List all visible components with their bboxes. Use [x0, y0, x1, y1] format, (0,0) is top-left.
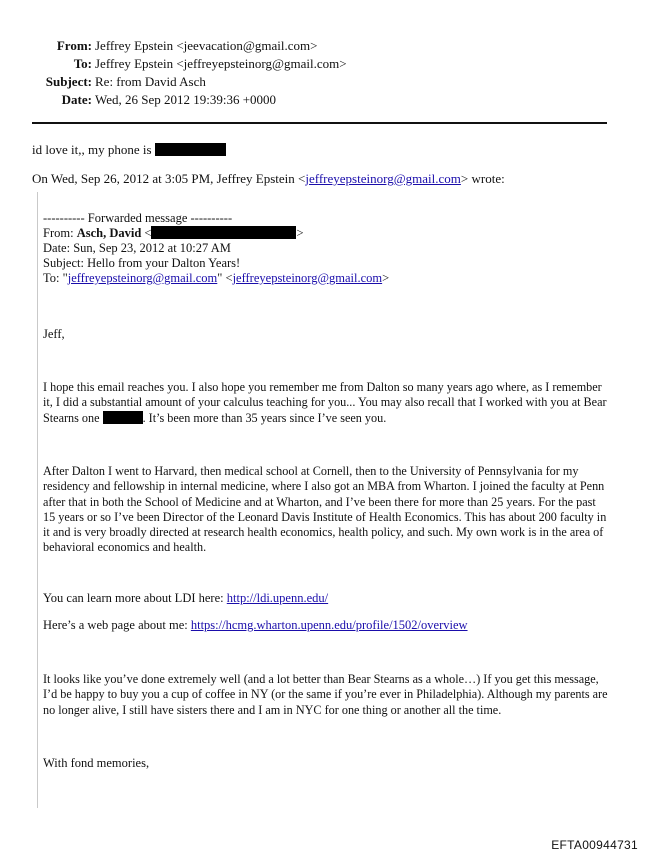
forwarded-to-link-2[interactable]: jeffreyepsteinorg@gmail.com — [232, 271, 383, 285]
paragraph-1-a: I hope this email reaches you. I also hope you remember me from Dalton so many years ago where, as I remember it, I did a substantial amount of your calculus teaching for you... You may also recall that I worked with you at Bear Stearns one — [43, 380, 607, 425]
quote-bar — [37, 192, 38, 808]
date-label: Date: — [61, 92, 92, 107]
subject-value: Re: from David Asch — [95, 74, 206, 89]
to-value: Jeffrey Epstein <jeffreyepsteinorg@gmail.com> — [95, 56, 347, 71]
attribution-email-link[interactable]: jeffreyepsteinorg@gmail.com — [305, 171, 461, 186]
greeting: Jeff, — [43, 327, 65, 341]
redaction-sender-email — [151, 226, 296, 239]
forwarded-from-prefix: From: — [43, 226, 77, 240]
redaction-year — [103, 411, 143, 424]
attribution-suffix: > wrote: — [460, 171, 505, 186]
webpage-text: Here’s a web page about me: — [43, 618, 191, 632]
closing: With fond memories, — [43, 756, 150, 770]
forwarded-to-prefix: To: " — [43, 271, 68, 285]
forwarded-to-mid: " < — [217, 271, 233, 285]
reply-attribution — [32, 171, 505, 186]
reply-text — [32, 142, 226, 157]
forwarded-subject: Subject: Hello from your Dalton Years! — [43, 256, 241, 270]
subject-label: Subject: — [45, 74, 92, 89]
document-id: EFTA00944731 — [551, 838, 638, 852]
forwarded-to-suffix: > — [382, 271, 390, 285]
attribution-prefix: On Wed, Sep 26, 2012 at 3:05 PM, Jeffrey Epstein < — [32, 171, 306, 186]
ldi-text: You can learn more about LDI here: — [43, 591, 227, 605]
to-label: To: — [73, 56, 92, 71]
date-value: Wed, 26 Sep 2012 19:39:36 +0000 — [95, 92, 277, 107]
paragraph-1 — [43, 380, 608, 426]
forwarded-from — [43, 226, 304, 241]
from-label: From: — [56, 38, 92, 53]
forwarded-from-close: > — [296, 226, 304, 240]
forwarded-date: Date: Sun, Sep 23, 2012 at 10:27 AM — [43, 241, 231, 255]
paragraph-2: After Dalton I went to Harvard, then medical school at Cornell, then to the University of Pennsylvania for my residency and fellowship in internal medicine, where I also got an MBA from Wharton. I joined the faculty at Penn after that in both the School of Medicine and at Wharton, and I’ve been there for more than 25 years. For the past 15 years or so I’ve been Director of the Leonard Davis Institute of Health Economics. This has about 200 faculty in it and is very broadly directed at research health economics, health policy, and such. My own work is in the area of behavioral economics and health. — [43, 464, 607, 555]
ldi-line — [43, 591, 328, 606]
paragraph-1-b: . It’s been more than 35 years since I’ve seen you. — [142, 410, 387, 425]
from-value: Jeffrey Epstein <jeevacation@gmail.com> — [95, 38, 318, 53]
webpage-link[interactable]: https://hcmg.wharton.upenn.edu/profile/1502/overview — [190, 618, 468, 632]
forwarded-separator: ---------- Forwarded message ---------- — [43, 211, 233, 225]
webpage-line — [43, 618, 468, 633]
forwarded-to-link-1[interactable]: jeffreyepsteinorg@gmail.com — [67, 271, 218, 285]
reply-body: id love it,, my phone is — [32, 142, 152, 157]
forwarded-from-name: Asch, David — [76, 226, 142, 240]
ldi-link[interactable]: http://ldi.upenn.edu/ — [226, 591, 329, 605]
paragraph-3: It looks like you’ve done extremely well (and a lot better than Bear Stearns as a whole…) If you get this message, I’d be happy to buy you a cup of coffee in NY (or the same if you’re ever in Philadelphia). Although my parents are no longer alive, I still have sisters there and I am in NYC for one thing or another all the time. — [43, 672, 608, 717]
redaction-phone — [155, 143, 226, 156]
forwarded-to — [43, 271, 389, 286]
header-divider — [32, 122, 607, 124]
forwarded-from-open: < — [141, 226, 152, 240]
